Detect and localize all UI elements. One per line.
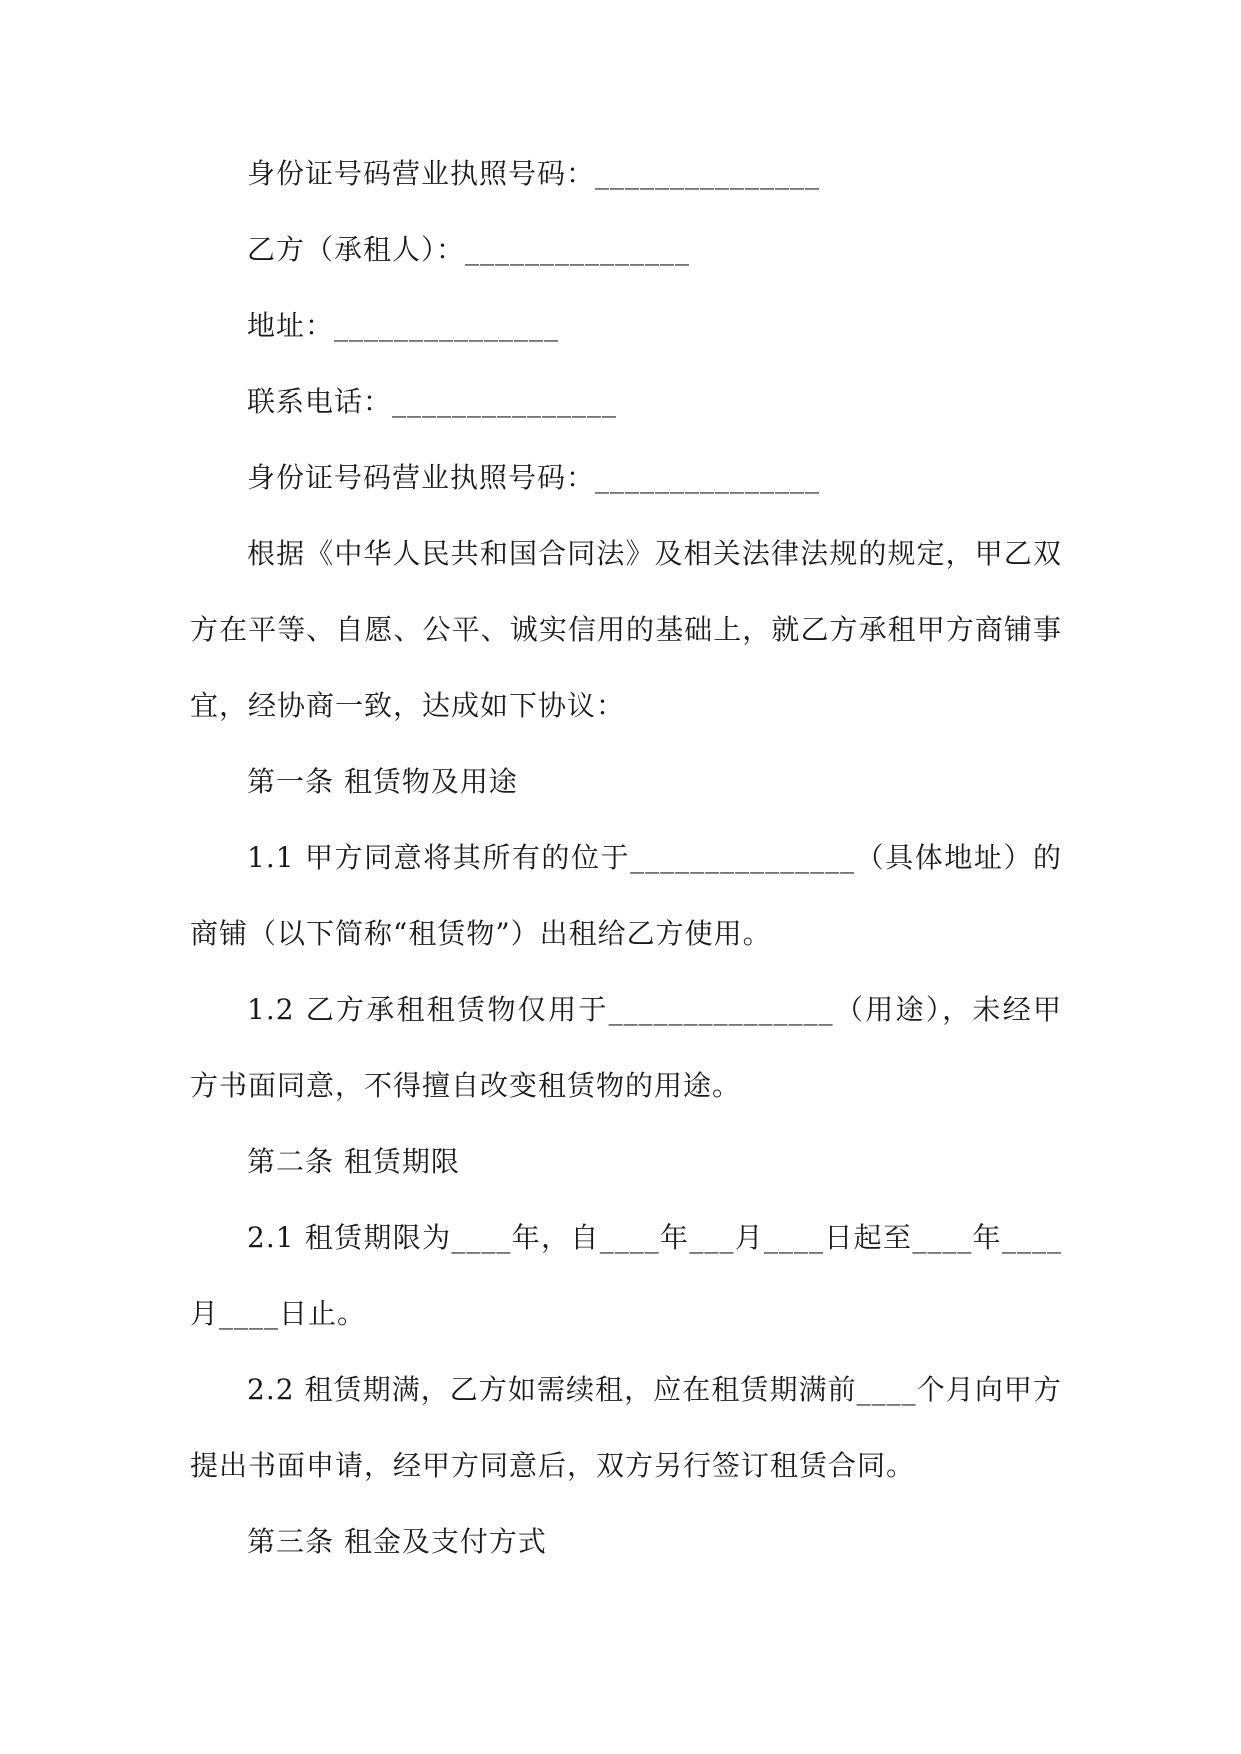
- article-2-heading: 第二条 租赁期限: [247, 1145, 460, 1178]
- id-number-line-party-b: 身份证号码营业执照号码：_______________: [247, 461, 821, 494]
- id-number-line-party-a: 身份证号码营业执照号码：_______________: [247, 157, 821, 190]
- clause-1-1: 1.1 甲方同意将其所有的位于_______________（具体地址）的商铺（以下简称“租赁物”）出租给乙方使用。: [190, 841, 1062, 950]
- article-3-heading: 第三条 租金及支付方式: [247, 1525, 547, 1558]
- phone-line: 联系电话：_______________: [247, 385, 618, 418]
- clause-2-1: 2.1 租赁期限为____年，自____年___月____日起至____年____月____日止。: [190, 1221, 1062, 1330]
- preamble-paragraph: 根据《中华人民共和国合同法》及相关法律法规的规定，甲乙双方在平等、自愿、公平、诚实信用的基础上，就乙方承租甲方商铺事宜，经协商一致，达成如下协议：: [190, 537, 1062, 722]
- contract-body: [190, 136, 1062, 1580]
- article-1-heading: 第一条 租赁物及用途: [247, 765, 518, 798]
- party-b-line: 乙方（承租人）：_______________: [247, 233, 691, 266]
- clause-2-2: 2.2 租赁期满，乙方如需续租，应在租赁期满前____个月向甲方提出书面申请，经甲方同意后，双方另行签订租赁合同。: [190, 1373, 1062, 1482]
- address-line: 地址：_______________: [247, 309, 560, 342]
- clause-1-2: 1.2 乙方承租租赁物仅用于_______________（用途），未经甲方书面同意，不得擅自改变租赁物的用途。: [190, 993, 1062, 1102]
